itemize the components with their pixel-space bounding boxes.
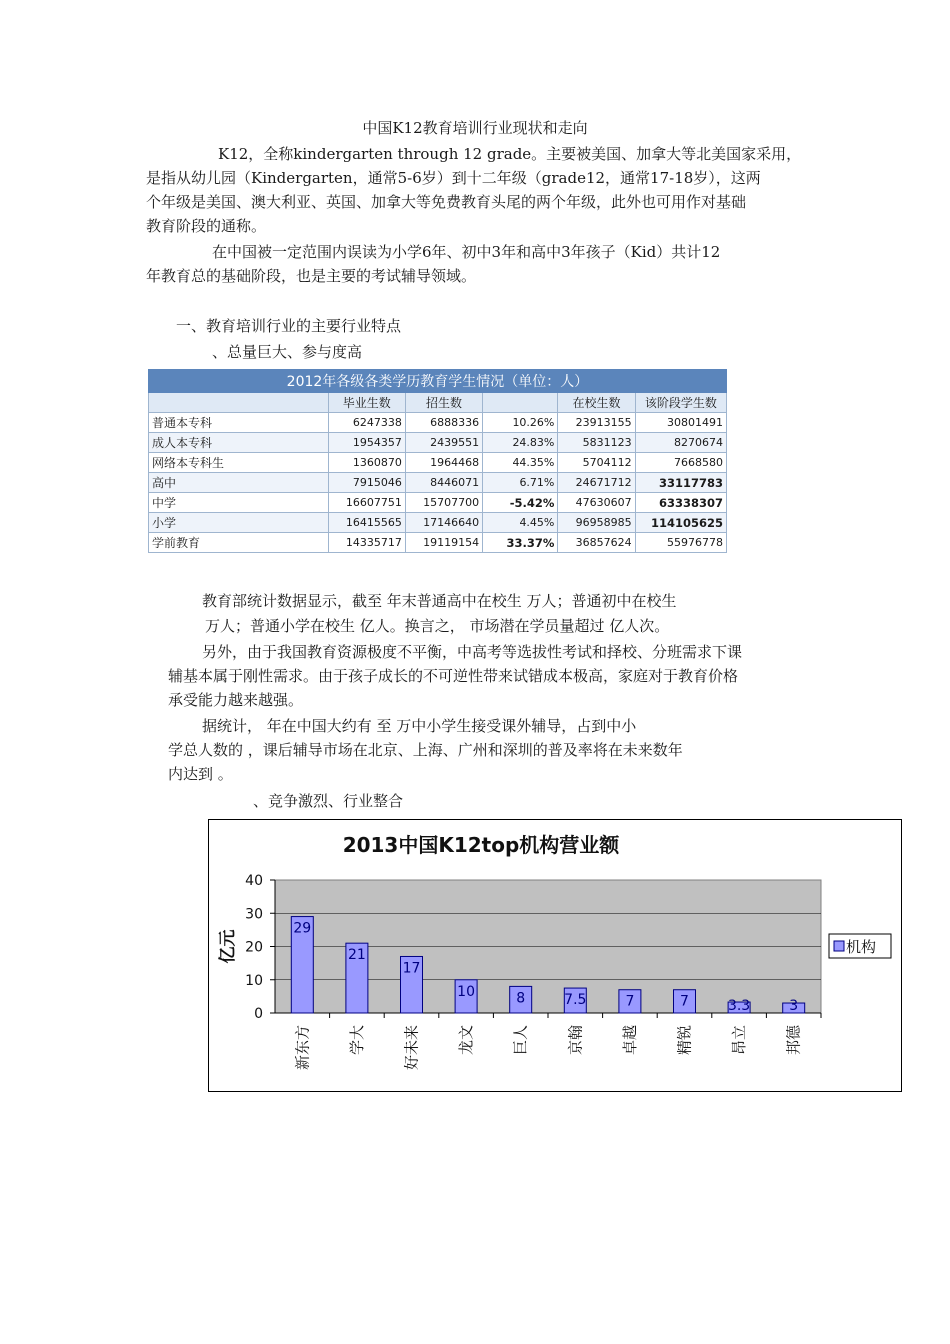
table-cell-total: 55976778 (635, 533, 726, 553)
table-cell-grad: 1360870 (328, 453, 405, 473)
table-cell-name: 高中 (149, 473, 329, 493)
intro2-line-2: 年教育总的基础阶段，也是主要的考试辅导领域。 (146, 267, 477, 285)
stats-line-1: 教育部统计数据显示，截至 年末普通高中在校生 万人；普通初中在校生 (202, 592, 677, 610)
bar-data-label: 17 (402, 960, 421, 977)
table-cell-total: 114105625 (635, 513, 726, 533)
document-title: 中国K12教育培训行业现状和走向 (362, 119, 588, 137)
x-tick-label: 龙文 (457, 1025, 476, 1056)
y-tick-label: 10 (245, 972, 263, 989)
table-cell-current: 5704112 (558, 453, 635, 473)
bar-data-label: 21 (347, 947, 366, 964)
x-tick-label: 卓越 (620, 1025, 639, 1056)
y-axis-label: 亿元 (218, 929, 238, 964)
education-stats-table (148, 369, 727, 553)
table-cell-grad: 1954357 (328, 433, 405, 453)
table-cell-enroll: 15707700 (405, 493, 482, 513)
table-caption: 2012年各级各类学历教育学生情况（单位：人） (149, 370, 727, 393)
table-cell-pct: 6.71% (483, 473, 558, 493)
table-cell-total: 30801491 (635, 413, 726, 433)
header-cell: 该阶段学生数 (635, 393, 726, 413)
table-row (149, 513, 727, 533)
tutor-line-1: 据统计， 年在中国大约有 至 万中小学生接受课外辅导，占到中小 (202, 717, 637, 735)
table-cell-total: 7668580 (635, 453, 726, 473)
x-tick-label: 昂立 (730, 1025, 749, 1056)
stats-line-2: 万人；普通小学在校生 亿人。换言之， 市场潜在学员量超过 亿人次。 (205, 617, 670, 635)
header-cell: 毕业生数 (328, 393, 405, 413)
table-cell-total: 33117783 (635, 473, 726, 493)
y-tick-label: 30 (245, 906, 263, 923)
table-cell-pct: 10.26% (483, 413, 558, 433)
header-cell (483, 393, 558, 413)
table-cell-name: 学前教育 (149, 533, 329, 553)
table-cell-grad: 14335717 (328, 533, 405, 553)
x-tick-label: 巨人 (511, 1025, 530, 1056)
table-cell-current: 47630607 (558, 493, 635, 513)
table-cell-total: 63338307 (635, 493, 726, 513)
table-cell-grad: 16607751 (328, 493, 405, 513)
bar-data-label: 7.5 (564, 992, 587, 1009)
table-cell-pct: 4.45% (483, 513, 558, 533)
y-tick-label: 40 (245, 873, 263, 889)
intro-line-3: 个年级是美国、澳大利亚、英国、加拿大等免费教育头尾的两个年级，此外也可用作对基础 (146, 193, 747, 211)
legend-label: 机构 (846, 938, 877, 956)
bar-data-label: 3 (789, 998, 799, 1014)
table-cell-pct: 33.37% (483, 533, 558, 553)
table-cell-name: 小学 (149, 513, 329, 533)
x-tick-label: 邦德 (784, 1025, 803, 1056)
table-cell-pct: -5.42% (483, 493, 558, 513)
table-cell-current: 24671712 (558, 473, 635, 493)
table-row (149, 493, 727, 513)
chart-title: 2013中国K12top机构营业额 (342, 833, 620, 857)
intro-line-2: 是指从幼儿园（Kindergarten，通常5-6岁）到十二年级（grade12，通常17-18岁），这两 (146, 169, 761, 187)
table-cell-current: 36857624 (558, 533, 635, 553)
subheading-1: 、总量巨大、参与度高 (212, 343, 363, 361)
bar-data-label: 7 (680, 993, 689, 1010)
table-cell-name: 中学 (149, 493, 329, 513)
x-tick-label: 新东方 (293, 1025, 312, 1071)
section-heading-1: 一、教育培训行业的主要行业特点 (176, 317, 402, 335)
table-row (149, 413, 727, 433)
table-cell-enroll: 8446071 (405, 473, 482, 493)
header-cell: 招生数 (405, 393, 482, 413)
intro2-line-1: 在中国被一定范围内误读为小学6年、初中3年和高中3年孩子（Kid）共计12 (212, 243, 721, 261)
table-header-row (149, 393, 727, 413)
intro-line-1: K12，全称kindergarten through 12 grade。主要被美国、加拿大等北美国家采用， (218, 145, 802, 163)
stats-line-3: 另外，由于我国教育资源极度不平衡，中高考等选拔性考试和择校、分班需求下课 (202, 643, 743, 661)
bar-data-label: 29 (293, 920, 312, 937)
x-tick-label: 好未来 (402, 1025, 421, 1071)
table-cell-enroll: 19119154 (405, 533, 482, 553)
table-cell-enroll: 1964468 (405, 453, 482, 473)
table-cell-pct: 24.83% (483, 433, 558, 453)
table-cell-enroll: 2439551 (405, 433, 482, 453)
table-row (149, 433, 727, 453)
table-cell-grad: 7915046 (328, 473, 405, 493)
revenue-chart-svg (209, 820, 901, 1091)
table-cell-grad: 16415565 (328, 513, 405, 533)
bar-data-label: 8 (516, 990, 526, 1007)
bar-data-label: 10 (457, 983, 476, 1000)
bar-data-label: 7 (625, 993, 635, 1010)
intro-line-4: 教育阶段的通称。 (146, 217, 267, 235)
table-cell-enroll: 17146640 (405, 513, 482, 533)
y-tick-label: 0 (254, 1006, 263, 1022)
header-cell: 在校生数 (558, 393, 635, 413)
table-cell-name: 成人本专科 (149, 433, 329, 453)
table-row (149, 453, 727, 473)
table-cell-current: 23913155 (558, 413, 635, 433)
legend-swatch (834, 941, 844, 951)
table-row (149, 533, 727, 553)
tutor-line-2: 学总人数的 ，课后辅导市场在北京、上海、广州和深圳的普及率将在未来数年 (168, 741, 683, 759)
table-row (149, 473, 727, 493)
tutor-line-3: 内达到 。 (168, 765, 233, 783)
table-cell-grad: 6247338 (328, 413, 405, 433)
table-cell-pct: 44.35% (483, 453, 558, 473)
header-cell (149, 393, 329, 413)
y-tick-label: 20 (245, 939, 263, 956)
table-cell-total: 8270674 (635, 433, 726, 453)
x-tick-label: 学大 (347, 1025, 366, 1056)
table-cell-current: 96958985 (558, 513, 635, 533)
stats-line-4: 辅基本属于刚性需求。由于孩子成长的不可逆性带来试错成本极高，家庭对于教育价格 (168, 667, 739, 685)
table-cell-name: 网络本专科生 (149, 453, 329, 473)
table-cell-current: 5831123 (558, 433, 635, 453)
revenue-chart (208, 819, 902, 1092)
x-tick-label: 精锐 (675, 1025, 694, 1056)
x-tick-label: 京翰 (566, 1025, 585, 1056)
subheading-2: 、竞争激烈、行业整合 (253, 792, 404, 810)
stats-line-5: 承受能力越来越强。 (168, 691, 304, 709)
bar-data-label: 3.3 (727, 998, 751, 1014)
table-cell-enroll: 6888336 (405, 413, 482, 433)
table-cell-name: 普通本专科 (149, 413, 329, 433)
